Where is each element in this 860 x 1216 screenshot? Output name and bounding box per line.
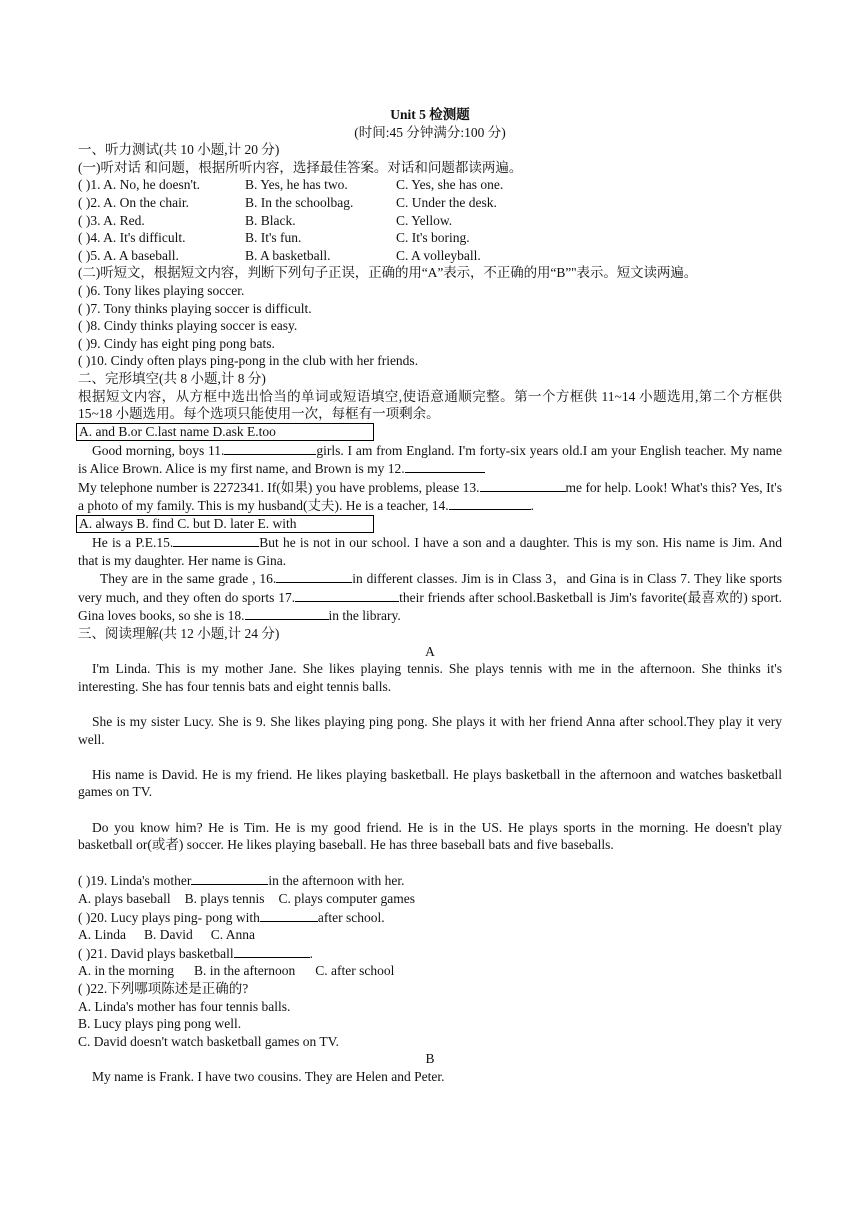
reading-a-paragraph: I'm Linda. This is my mother Jane. She likes playing tennis. She plays tennis with me in the afternoon. She thinks it's interesting. She has four tennis bats and eight tennis balls. [78, 661, 782, 694]
question-option-a: ( )4. A. It's difficult. [78, 230, 186, 246]
question-option-b: B. A basketball. [245, 247, 331, 263]
word-box-1: A. and B.or C.last name D.ask E.too [76, 423, 374, 441]
option-a: A. Linda [78, 927, 126, 943]
cloze-paragraph-2 [78, 533, 782, 569]
cloze-paragraph-1-cont [78, 478, 782, 515]
cloze-paragraph-1 [78, 441, 782, 478]
question-row [78, 247, 782, 265]
reading-a-paragraph: His name is David. He is my friend. He likes playing basketball. He plays basketball in the afternoon and watches basketball games on TV. [78, 766, 782, 800]
cloze-instructions: 根据短文内容，从方框中选出恰当的单词或短语填空,使语意通顺完整。第一个方框供 11~14 小题选用,第二个方框供 15~18 小题选用。每个选项只能使用一次，每框有一项剩余。 [78, 388, 782, 422]
option-b: B. David [144, 927, 193, 943]
reading-a-paragraph: Do you know him? He is Tim. He is my good friend. He is in the US. He plays sports in the morning. He doesn't play basketball or(或者) soccer. He likes playing baseball. He has three baseball bats and five baseballs. [78, 819, 782, 853]
text-run: My telephone number is 2272341. If(如果) you have problems, please 13. [78, 479, 480, 495]
text-run: . [309, 945, 313, 961]
section-2-heading: 二、完形填空(共 8 小题,计 8 分) [78, 370, 266, 386]
blank-11[interactable] [224, 441, 316, 455]
question-19-options [78, 890, 782, 908]
blank-20[interactable] [260, 908, 318, 922]
question-option-b: B. Yes, he has two. [245, 177, 348, 193]
text-run: But he is not in our school. I have a son and a daughter. This is my son. His name is Jim. And that is my daughter. Her name is Gina. [78, 535, 782, 568]
question-20 [78, 908, 782, 927]
blank-18[interactable] [245, 606, 329, 620]
text-run: their friends after school.Basketball is Jim's favorite(最喜欢的) sport. Gina loves books, so she is 18. [78, 589, 782, 624]
option-c: C. David doesn't watch basketball games on TV. [78, 1033, 340, 1049]
question-21 [78, 944, 782, 963]
cloze-paragraph-3 [78, 569, 782, 625]
reading-a-paragraph: She is my sister Lucy. She is 9. She likes playing ping pong. She plays it with her friend Anna after school.They play it very well. [78, 714, 782, 747]
blank-19[interactable] [191, 871, 268, 885]
text-run: in the library. [328, 608, 401, 624]
text-run: ( )20. Lucy plays ping- pong with [78, 909, 260, 925]
option-c: C. Anna [210, 927, 256, 943]
page-title: Unit 5 检测题 [390, 107, 470, 122]
question-option-b: B. In the schoolbag. [245, 194, 354, 210]
text-run: ( )19. Linda's mother [78, 873, 192, 889]
text-run: They are in the same grade , 16. [100, 571, 277, 587]
question-option-b: B. It's fun. [245, 230, 302, 246]
question-option-a: ( )3. A. Red. [78, 212, 145, 228]
blank-13[interactable] [480, 478, 566, 492]
question-option-c: C. Yellow. [396, 212, 453, 228]
question-option-c: C. Under the desk. [396, 194, 497, 210]
question-option-c: C. Yes, she has one. [396, 177, 504, 193]
question-option-c: C. A volleyball. [396, 247, 481, 263]
listening-part-1-instructions: (一)听对话 和问题，根据所听内容，选择最佳答案。对话和问题都读两遍。 [78, 159, 523, 175]
text-run: Good morning, boys 11. [92, 442, 225, 458]
option-b: B. in the afternoon [194, 963, 296, 979]
text-run: girls. I am from England. I'm forty-six years old.I am your English teacher. My name is Alice Brown. Alice is my first name, and Brown is my 12. [78, 442, 782, 477]
blank-14[interactable] [449, 496, 531, 510]
question-option-a: ( )1. A. No, he doesn't. [78, 177, 201, 193]
question-row [78, 176, 782, 194]
blank-21[interactable] [234, 944, 310, 958]
listening-part-2-instructions: (二)听短文，根据短文内容，判断下列句子正误，正确的用“A”表示，不正确的用“B”"表示。短文读两遍。 [78, 265, 698, 281]
question-22: ( )22.下列哪项陈述是正确的? [78, 980, 249, 996]
question-20-options [78, 926, 782, 944]
option-b: B. Lucy plays ping pong well. [78, 1016, 242, 1032]
option-a: A. plays baseball [78, 890, 171, 906]
blank-16[interactable] [276, 569, 352, 583]
reading-b-paragraph: My name is Frank. I have two cousins. They are Helen and Peter. [92, 1068, 445, 1084]
word-box-2: A. always B. find C. but D. later E. with [76, 515, 374, 533]
option-b: B. plays tennis [184, 890, 265, 906]
text-run: in different classes. Jim is in Class 3，and Gina is in Class 7. They like sports very much, and they often do sports 17. [78, 571, 782, 605]
reading-part-b-label: B [425, 1051, 435, 1067]
question-row [78, 194, 782, 212]
text-run: ( )21. David plays basketball [78, 945, 234, 961]
option-c: C. after school [315, 963, 395, 979]
blank-15[interactable] [173, 533, 259, 547]
text-run: me for help. Look! What's this? Yes, It's a photo of my family. This is my husband(丈夫). He is a teacher, 14. [78, 479, 782, 514]
option-c: C. plays computer games [278, 890, 415, 906]
question-21-options [78, 962, 782, 980]
blank-17[interactable] [295, 588, 399, 602]
question-row [78, 212, 782, 230]
text-run: He is a P.E.15. [92, 535, 174, 551]
question-19 [78, 871, 782, 890]
question-option-a: ( )2. A. On the chair. [78, 194, 189, 210]
exam-meta: (时间:45 分钟满分:100 分) [354, 124, 506, 140]
judgement-item: ( )7. Tony thinks playing soccer is difficult. [78, 300, 312, 316]
text-run: after school. [317, 909, 385, 925]
option-a: A. Linda's mother has four tennis balls. [78, 998, 291, 1014]
judgement-item: ( )9. Cindy has eight ping pong bats. [78, 335, 275, 351]
judgement-item: ( )10. Cindy often plays ping-pong in the club with her friends. [78, 353, 419, 369]
section-1-heading: 一、听力测试(共 10 小题,计 20 分) [78, 142, 280, 158]
option-a: A. in the morning [78, 963, 174, 979]
text-run: . [530, 498, 535, 514]
question-option-c: C. It's boring. [396, 230, 470, 246]
section-3-heading: 三、阅读理解(共 12 小题,计 24 分) [78, 626, 280, 642]
exam-page [78, 106, 782, 1085]
judgement-item: ( )6. Tony likes playing soccer. [78, 282, 245, 298]
question-option-a: ( )5. A. A baseball. [78, 247, 179, 263]
text-run: in the afternoon with her. [268, 873, 405, 889]
question-option-b: B. Black. [245, 212, 296, 228]
reading-part-a-label: A [425, 643, 435, 659]
judgement-item: ( )8. Cindy thinks playing soccer is easy. [78, 318, 298, 334]
question-row [78, 229, 782, 247]
blank-12[interactable] [405, 459, 485, 473]
